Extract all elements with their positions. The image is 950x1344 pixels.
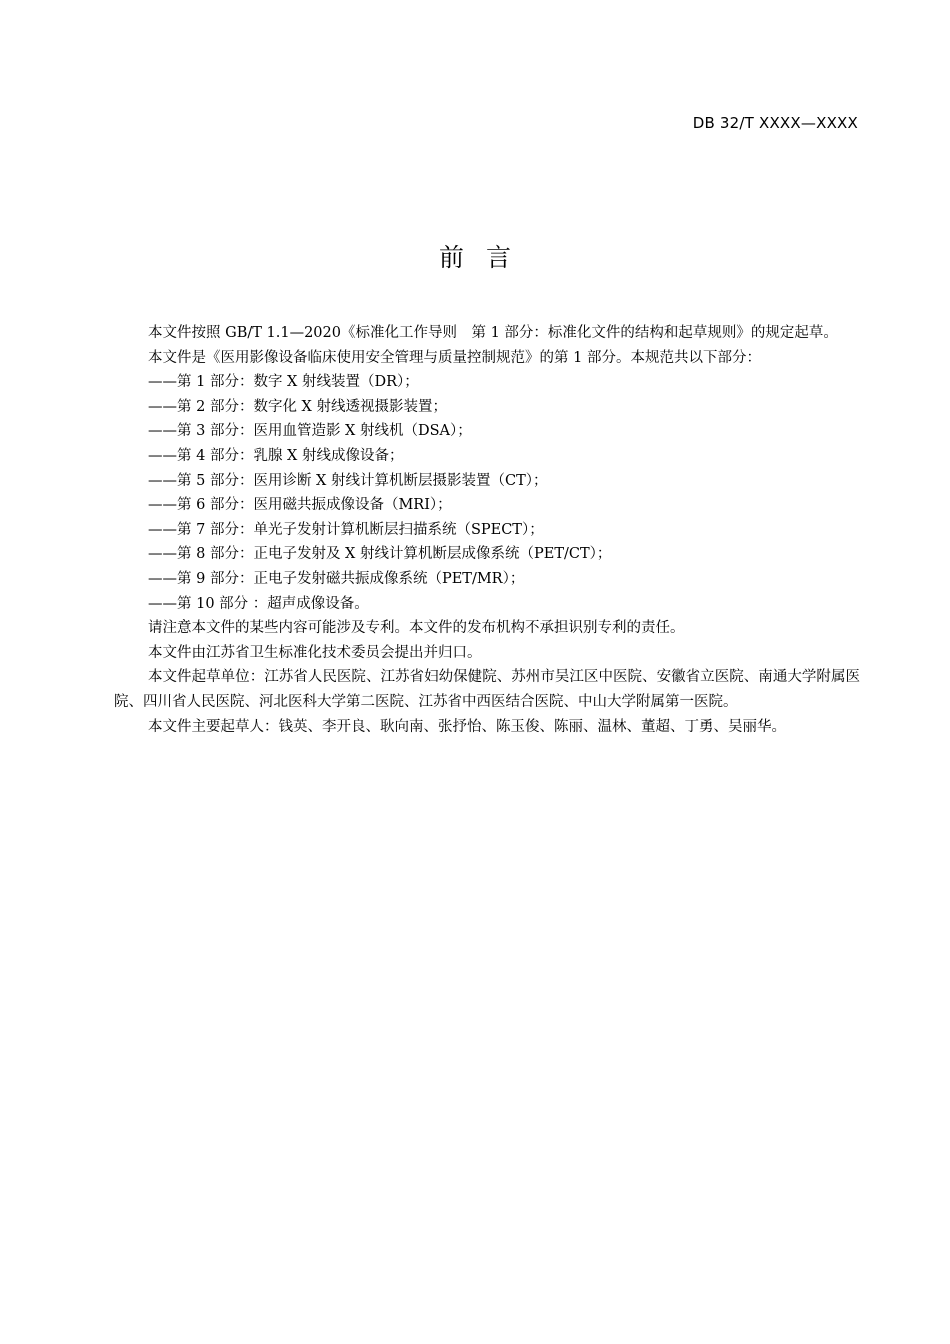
part-item-4: ——第 4 部分：乳腺 X 射线成像设备； [148, 447, 404, 464]
part-item-7: ——第 7 部分：单光子发射计算机断层扫描系统（SPECT）； [148, 521, 544, 538]
part-item-1: ——第 1 部分：数字 X 射线装置（DR）； [148, 374, 419, 391]
foreword-body [114, 321, 860, 739]
part-item-9: ——第 9 部分：正电子发射磁共振成像系统（PET/MR）； [148, 570, 525, 587]
part-item-5: ——第 5 部分：医用诊断 X 射线计算机断层摄影装置（CT）； [148, 472, 548, 489]
patent-notice: 请注意本文件的某些内容可能涉及专利。本文件的发布机构不承担识别专利的责任。 [148, 620, 685, 637]
page-title: 前言 [438, 243, 533, 272]
part-item-3: ——第 3 部分：医用血管造影 X 射线机（DSA）； [148, 423, 472, 440]
proposer-statement: 本文件由江苏省卫生标准化技术委员会提出并归口。 [148, 644, 482, 661]
part-item-2: ——第 2 部分：数字化 X 射线透视摄影装置； [148, 398, 447, 415]
parts-list [114, 370, 860, 616]
main-drafters: 本文件主要起草人：钱英、李开良、耿向南、张抒怡、陈玉俊、陈丽、温林、董超、丁勇、吴丽华。 [148, 718, 786, 735]
intro-paragraph-drafting-basis: 本文件按照 GB/T 1.1—2020《标准化工作导则 第 1 部分：标准化文件的结构和起草规则》的规定起草。 [148, 325, 838, 341]
part-item-6: ——第 6 部分：医用磁共振成像设备（MRI）； [148, 497, 452, 514]
part-item-8: ——第 8 部分：正电子发射及 X 射线计算机断层成像系统（PET/CT）； [148, 546, 612, 563]
intro-paragraph-series: 本文件是《医用影像设备临床使用安全管理与质量控制规范》的第 1 部分。本规范共以下部分： [148, 349, 761, 366]
part-item-10: ——第 10 部分 ：超声成像设备。 [148, 595, 369, 612]
document-code: DB 32/T XXXX—XXXX [692, 114, 858, 132]
drafting-units: 本文件起草单位：江苏省人民医院、江苏省妇幼保健院、苏州市吴江区中医院、安徽省立医院、南通大学附属医院、四川省人民医院、河北医科大学第二医院、江苏省中西医结合医院、中山大学附属第一医院。 [114, 669, 860, 710]
